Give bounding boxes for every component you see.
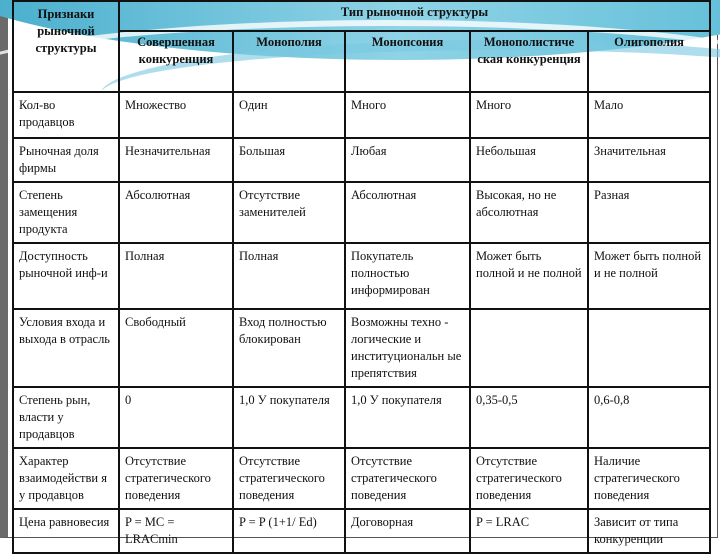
table-cell: Один (233, 92, 345, 138)
table-cell: Небольшая (470, 138, 588, 182)
table-cell: P = LRAC (470, 509, 588, 553)
table-cell: Множество (119, 92, 233, 138)
table-cell: Отсутствие стратегического поведения (345, 448, 470, 509)
table-cell: Отсутствие стратегического поведения (470, 448, 588, 509)
table-cell: Договорная (345, 509, 470, 553)
table-row (13, 387, 710, 448)
table-cell: Полная (233, 243, 345, 309)
table-cell (588, 309, 710, 387)
table-cell: 0,6-0,8 (588, 387, 710, 448)
table-cell: Вход полностью блокирован (233, 309, 345, 387)
table-row (13, 92, 710, 138)
header-col: Монополия (233, 31, 345, 92)
table-cell: Отсутствие заменителей (233, 182, 345, 243)
table-cell: Высокая, но не абсолютная (470, 182, 588, 243)
table-row (13, 509, 710, 553)
table-cell: Много (470, 92, 588, 138)
table-cell: 0 (119, 387, 233, 448)
table-row (13, 182, 710, 243)
table-cell: Отсутствие стратегического поведения (119, 448, 233, 509)
table-cell: Любая (345, 138, 470, 182)
row-label: Цена равновесия (13, 509, 119, 553)
row-label: Кол-во продавцов (13, 92, 119, 138)
table-cell: Разная (588, 182, 710, 243)
table-cell: Свободный (119, 309, 233, 387)
header-type: Тип рыночной структуры (119, 1, 710, 31)
table-cell: P = MC = LRACmin (119, 509, 233, 553)
table-cell: Полная (119, 243, 233, 309)
table-cell: Мало (588, 92, 710, 138)
table-cell: 1,0 У покупателя (345, 387, 470, 448)
header-col: Монопсония (345, 31, 470, 92)
table-cell (470, 309, 588, 387)
table-row (13, 243, 710, 309)
table-cell: P = P (1+1/ Ed) (233, 509, 345, 553)
table-cell: Абсолютная (345, 182, 470, 243)
header-feature: Признаки рыночной структуры (13, 1, 119, 92)
header-col: Монополистиче ская конкуренция (470, 31, 588, 92)
table-cell: Покупатель полностью информирован (345, 243, 470, 309)
table-cell: Зависит от типа конкуренции (588, 509, 710, 553)
table-cell: Значительная (588, 138, 710, 182)
row-label: Рыночная доля фирмы (13, 138, 119, 182)
table-cell: 0,35-0,5 (470, 387, 588, 448)
row-label: Доступность рыночной инф-и (13, 243, 119, 309)
table-cell: Отсутствие стратегического поведения (233, 448, 345, 509)
market-structure-table (12, 0, 711, 554)
table-cell: Наличие стратегического поведения (588, 448, 710, 509)
table-cell: Может быть полной и не полной (588, 243, 710, 309)
table-row (13, 309, 710, 387)
header-col: Олигополия (588, 31, 710, 92)
row-label: Условия входа и выхода в отрасль (13, 309, 119, 387)
row-label: Степень замещения продукта (13, 182, 119, 243)
table-row (13, 448, 710, 509)
table-cell: 1,0 У покупателя (233, 387, 345, 448)
table-cell: Большая (233, 138, 345, 182)
table-cell: Незначительная (119, 138, 233, 182)
table-row (13, 138, 710, 182)
row-label: Степень рын, власти у продавцов (13, 387, 119, 448)
table-cell: Абсолютная (119, 182, 233, 243)
table-cell: Много (345, 92, 470, 138)
header-col: Совершенная конкуренция (119, 31, 233, 92)
table-cell: Возможны техно - логические и институциональн ые препятствия (345, 309, 470, 387)
row-label: Характер взаимодействи я у продавцов (13, 448, 119, 509)
table-cell: Может быть полной и не полной (470, 243, 588, 309)
